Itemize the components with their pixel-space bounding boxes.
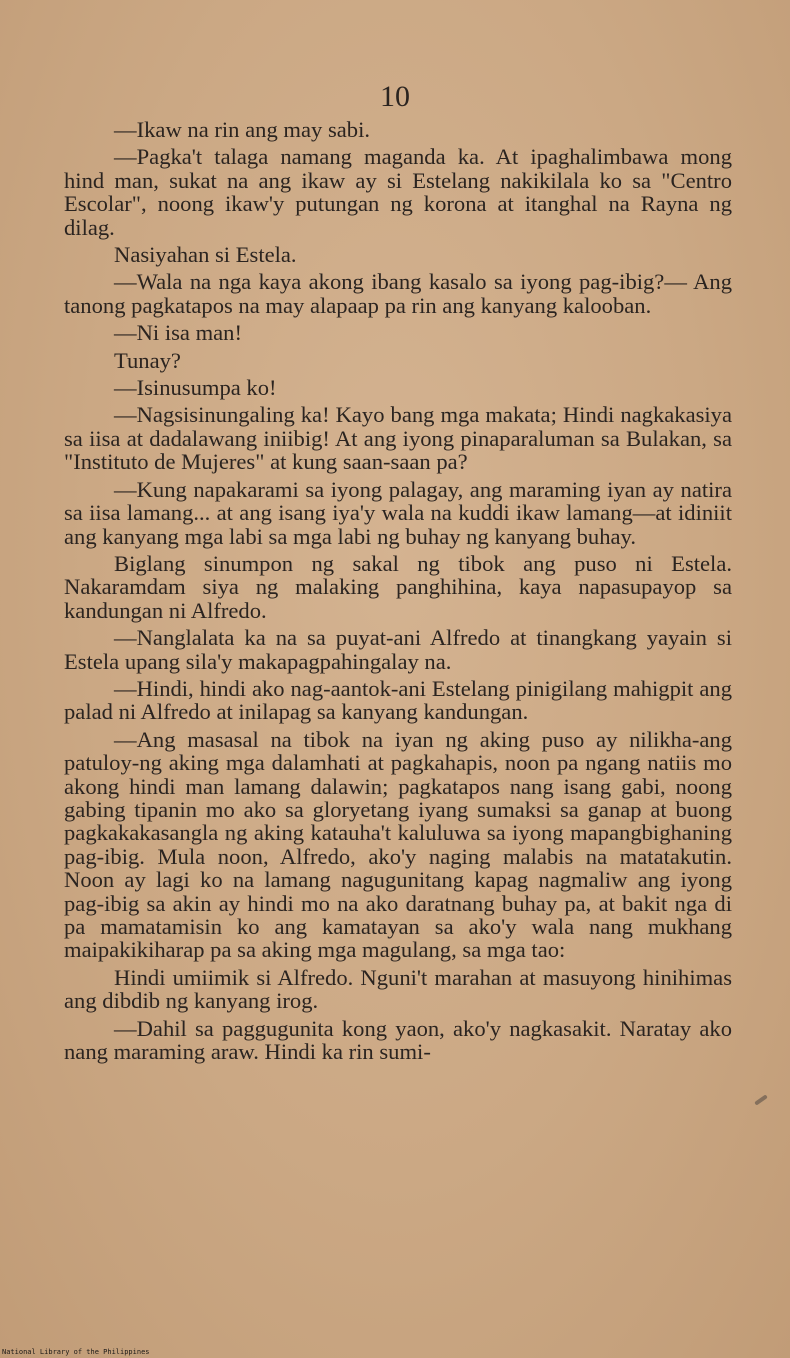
paragraph: —Isinusumpa ko! bbox=[114, 375, 277, 401]
paragraph: —Hindi, hindi ako nag-aantok-ani Estelang pinigilang mahigpit ang palad ni Alfredo at inilapag sa kanyang kandungan. bbox=[64, 675, 732, 725]
paragraph: —Nagsisinungaling ka! Kayo bang mga makata; Hindi nagkakasiya sa iisa at dadalawang iniibig! At ang iyong pinaparaluman sa Bulakan, sa "Instituto de Mujeres" at kung saan-saan pa? bbox=[64, 402, 732, 475]
paragraph: —Dahil sa paggugunita kong yaon, ako'y nagkasakit. Naratay ako nang maraming araw. Hindi ka rin sumi- bbox=[64, 1015, 732, 1065]
page-number: 10 bbox=[380, 80, 410, 113]
paragraph: —Pagka't talaga namang maganda ka. At ipaghalimbawa mong hind man, sukat na ang ikaw ay si Estelang nakikilala ko sa "Centro Escolar", noong ikaw'y putungan ng korona at itanghal na Rayna ng dilag. bbox=[64, 144, 732, 240]
page-body-text bbox=[64, 118, 732, 1067]
paragraph: —Ikaw na rin ang may sabi. bbox=[114, 117, 370, 142]
library-footer: National Library of the Philippines bbox=[2, 1348, 150, 1356]
paragraph: —Nanglalata ka na sa puyat-ani Alfredo at tinangkang yayain si Estela upang sila'y makapagpahingalay na. bbox=[64, 625, 732, 674]
paragraph: —Kung napakarami sa iyong palagay, ang maraming iyan ay natira sa iisa lamang... at ang isang iya'y wala na kuddi ikaw lamang—at idiniit ang kanyang mga labi sa mga labi ng buhay ng kanyang buhay. bbox=[64, 476, 732, 549]
paragraph: —Wala na nga kaya akong ibang kasalo sa iyong pag-ibig?— Ang tanong pagkatapos na may alapaap pa rin ang kanyang kalooban. bbox=[64, 269, 732, 318]
paragraph: —Ang masasal na tibok na iyan ng aking puso ay nilikha-ang patuloy-ng aking mga dalamhati at pagkahapis, noon pa ngang natiis mo akong hindi man lamang dalawin; pagkatapos nang isang gabi, noong gabing tipanin mo ako sa gloryetang iyang sumaksi sa ganap at buong pagkakakasangla ng aking katauha't kaluluwa sa iyong mapangbighaning pag-ibig. Mula noon, Alfredo, ako'y naging malabis na matatakutin. Noon ay lagi ko na lamang nagugunitang kapag nagmaliw ang iyong pag-ibig sa akin ay hindi mo na ako daratnang buhay pa, at bakit nga di pa mamatamisin ko ang kamatayan sa ako'y wala nang mukhang maipakikiharap pa sa aking mga magulang, sa mga tao: bbox=[64, 726, 732, 963]
ink-mark bbox=[754, 1094, 768, 1105]
paragraph: Hindi umiimik si Alfredo. Nguni't marahan at masuyong hinihimas ang dibdib ng kanyang irog. bbox=[64, 964, 732, 1014]
paragraph: Nasiyahan si Estela. bbox=[114, 242, 297, 268]
paragraph: Tunay? bbox=[114, 347, 181, 373]
paragraph: Biglang sinumpon ng sakal ng tibok ang puso ni Estela. Nakaramdam siya ng malaking panghihina, kaya napasupayop sa kandungan ni Alfredo. bbox=[64, 550, 732, 623]
paragraph: —Ni isa man! bbox=[114, 320, 243, 346]
